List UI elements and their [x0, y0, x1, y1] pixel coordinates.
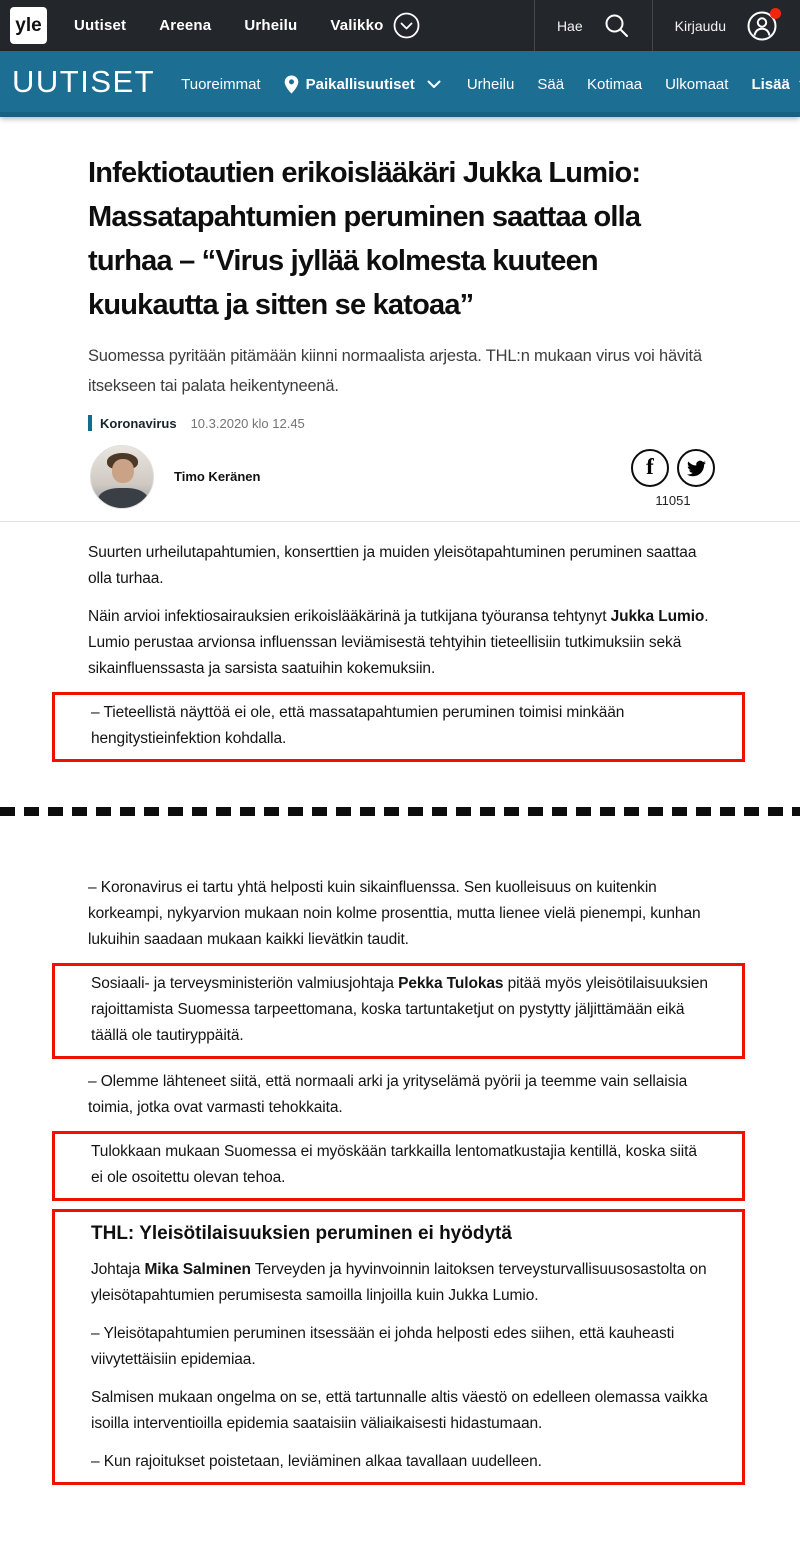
- nav-urheilu[interactable]: Urheilu: [466, 75, 515, 93]
- yle-logo[interactable]: yle: [10, 7, 47, 44]
- twitter-icon: [687, 459, 706, 478]
- body-paragraph: – Yleisötapahtumien peruminen itsessään ei johda helposti edes siihen, että kauheasti viivytettäisiin epidemiaa.: [91, 1325, 675, 1368]
- search-icon: [603, 12, 630, 39]
- annotation-box: [52, 692, 745, 762]
- nav-paikallisuutiset[interactable]: Paikallisuutiset: [284, 75, 415, 94]
- twitter-share-button[interactable]: [677, 449, 715, 487]
- article-lede: Suomessa pyritään pitämään kiinni normaalista arjesta. THL:n mukaan virus voi hävitä itsekseen tai palata heikentyneenä.: [88, 347, 702, 395]
- top-bar: [0, 0, 800, 51]
- body-paragraph: – Koronavirus ei tartu yhtä helposti kuin sikainfluenssa. Sen kuolleisuus on kuitenkin korkeampi, nykyarvion mukaan noin kolme prosenttia, mutta lienee vielä pienempi, kunhan lukuihin saadaan mukaan kaikki lievätkin taudit.: [88, 879, 701, 948]
- share-count: 11051: [655, 493, 691, 508]
- content-cut-separator: [0, 807, 800, 816]
- nav-saa[interactable]: Sää: [537, 75, 565, 93]
- body-paragraph: – Tieteellistä näyttöä ei ole, että massatapahtumien peruminen toimisi minkään hengitystieinfektion kohdalla.: [91, 704, 625, 747]
- annotation-box: [52, 1131, 745, 1201]
- publish-timestamp: 10.3.2020 klo 12.45: [190, 415, 305, 431]
- menu-chevron-circle-icon: [393, 12, 420, 39]
- nav-kotimaa[interactable]: Kotimaa: [587, 75, 643, 93]
- topic-link[interactable]: Koronavirus: [100, 415, 177, 431]
- nav-ulkomaat[interactable]: Ulkomaat: [665, 75, 729, 93]
- top-nav-uutiset[interactable]: Uutiset: [74, 17, 127, 34]
- body-paragraph: – Kun rajoitukset poistetaan, leviäminen alkaa tavallaan uudelleen.: [91, 1453, 542, 1470]
- notification-dot: [770, 8, 781, 19]
- search-button[interactable]: Hae: [534, 0, 652, 51]
- author-avatar: [90, 445, 154, 509]
- article-kicker: [88, 415, 712, 431]
- article-headline: Infektiotautien erikoislääkäri Jukka Lumio: Massatapahtumien peruminen saattaa olla turhaa – “Virus jyllää kolmesta kuuteen kuukautta ja sitten se katoaa”: [88, 157, 641, 321]
- nav-tuoreimmat[interactable]: Tuoreimmat: [181, 75, 261, 93]
- login-button[interactable]: Kirjaudu: [652, 0, 800, 51]
- kicker-accent-bar: [88, 415, 92, 431]
- article-body: [0, 522, 800, 1485]
- facebook-share-button[interactable]: [631, 449, 669, 487]
- section-heading: THL: Yleisötilaisuuksien peruminen ei hyödytä: [91, 1223, 512, 1244]
- body-paragraph: – Olemme lähteneet siitä, että normaali arki ja yrityselämä pyörii ja teemme vain sellaisia toimia, jotka ovat varmasti tehokkaita.: [88, 1073, 688, 1116]
- top-nav-urheilu[interactable]: Urheilu: [244, 17, 298, 34]
- uutiset-wordmark[interactable]: UUTISET: [12, 64, 156, 99]
- share-widget: [628, 449, 718, 508]
- body-paragraph: Tulokkaan mukaan Suomessa ei myöskään tarkkailla lentomatkustajia kentillä, koska siitä ei ole osoitettu olevan tehoa.: [91, 1143, 697, 1186]
- location-pin-icon: [284, 75, 299, 94]
- top-nav: [74, 12, 453, 39]
- nav-lisaa[interactable]: Lisää: [751, 76, 800, 93]
- top-nav-valikko[interactable]: Valikko: [330, 12, 419, 39]
- top-nav-areena[interactable]: Areena: [159, 17, 212, 34]
- author-name: Timo Keränen: [174, 469, 261, 484]
- body-paragraph: Suurten urheilutapahtumien, konserttien ja muiden yleisötapahtuminen peruminen saattaa olla turhaa.: [88, 544, 697, 587]
- body-paragraph: Sosiaali- ja terveysministeriön valmiusjohtaja Pekka Tulokas pitää myös yleisötilaisuuksien rajoittamista Suomessa tarpeettomana, koska tartuntaketjut on pystytty jäljittämään eikä täällä ole tautiryppäitä.: [91, 975, 708, 1044]
- top-bar-right: [534, 0, 800, 51]
- annotation-box: [52, 1209, 745, 1485]
- body-paragraph: Johtaja Mika Salminen Terveyden ja hyvinvoinnin laitoksen terveysturvallisuusosastolta on yleisötapahtumien perumisesta samoilla linjoilla kuin Jukka Lumio.: [91, 1261, 707, 1304]
- author-row: [88, 445, 712, 509]
- annotation-box: [52, 963, 745, 1059]
- body-paragraph: Salmisen mukaan ongelma on se, että tartunnalle altis väestö on edelleen olemassa vaikka isoilla interventioilla epidemia saataisiin väliaikaisesti hidastumaan.: [91, 1389, 708, 1432]
- facebook-icon: f: [646, 454, 654, 479]
- paikallisuutiset-chevron-icon[interactable]: [427, 80, 441, 89]
- body-paragraph: Näin arvioi infektiosairauksien erikoislääkärinä ja tutkijana työuransa tehtynyt Jukka Lumio. Lumio perustaa arvionsa influenssan leviämisestä tehtyihin tieteellisiin tutkimuksiin sekä sikainfluenssasta ja sarsista saatuihin kokemuksiin.: [88, 608, 709, 677]
- uutiset-header-bar: [0, 51, 800, 117]
- article-header: [0, 117, 800, 509]
